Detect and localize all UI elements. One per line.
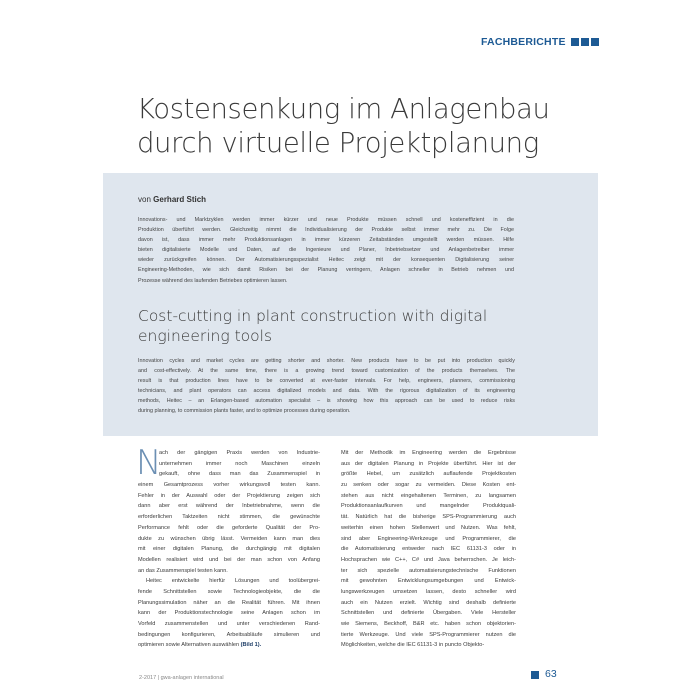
text-line: dukte zu wünschen übrig lässt. Vermeiden kann man dies [138,535,320,542]
text-line: Performance fehlt oder die geforderte Qualität der Pro- [138,524,320,531]
text-line: Fehler in der Auswahl oder der Projektierung zeigen sich [138,492,320,499]
text-line: optimieren sowie Alternativen auswählen (Bild 1). [138,642,262,649]
text-line: Produktionsanlaufkurven und mangelnder Produktquali- [341,503,516,510]
byline-prefix: von [138,195,151,204]
text-line: stehen aus nicht eingehaltenen Terminen, zu langsamen [341,492,516,499]
article-title-line: durch virtuelle Projektplanung [137,127,539,159]
text-line: zu senken oder sogar zu vermeiden. Diese Kosten ent- [341,482,516,489]
text-line: wie Siemens, Beckhoff, B&R etc. haben schon objektorien- [341,621,516,627]
text-line: wieder zurückgreifen können. Der Automatisierungsspezialist Heitec zeigt mit der konsequenten Digitalisierung seiner [138,257,514,264]
english-title-line: engineering tools [138,327,273,345]
text-line: dann aber erst während der Inbetriebnahme, wenn die [138,503,320,510]
text-line: gekauft, ohne dass man das Zusammenspiel in [159,471,320,478]
byline [138,195,206,204]
body-column-left [136,443,320,651]
footer-marker-icon [531,671,539,679]
text-line: ter sich spezielle automatisierungstechnische Funktionen [341,567,516,574]
text-line: technicians, and plant operators can access digitalized models and data. With the rigorous digitalization of its engineering [138,388,515,395]
english-title-line: Cost-cutting in plant construction with digital [138,307,488,325]
text-line: tierte Werkzeuge. Und viele SPS-Programmierer nutzen die [341,631,516,638]
text-line: fende Schnittstellen sowie Technologieobjekte, die die [138,588,320,595]
text-line: Modellen realisiert wird und bei der man schon von Anfang [138,556,320,563]
text-line: bedingungen konfigurieren, Arbeitsabläufe simulieren und [138,631,320,638]
article-title [137,92,637,160]
article-title-line: Kostensenkung im Anlagenbau [137,93,550,125]
text-line: Engineering-Methoden, wie sich damit Risiken bei der Planung verringern, Anlagen schneller in Betrieb nehmen und [138,267,514,274]
text-line: bieten digitalisierte Modelle und Daten, auf die Ingenieure und Planer, Inbetriebsetzer und Anlagenbetreiber immer [138,247,514,254]
text-line: methods, Heitec – an Erlangen-based automation specialist – is showing how this approach can be used to reduce risks [138,398,515,405]
text-line: Vorfeld zusammenstellen und unter verschiedenen Rand- [138,621,320,627]
text-line: ach der gängigen Praxis werden von Industrie- [159,450,320,456]
text-line: davon ist, dass immer mehr Produktionsanlagen in immer kürzeren Zeitabständen umgestellt werden müssen. Hilfe [138,237,514,244]
text-line: Innovations- und Marktzyklen werden immer kürzer und neue Produkte müssen schnell und kosteneffizient in die [138,217,514,223]
page-number: 63 [545,668,557,680]
text-line: weiterhin einen hohen Stellenwert und Nutzen. Was fehlt, [341,524,516,531]
text-line: Schnittstellen und definierte Übergaben. Viele Hersteller [341,610,516,617]
text-line: kann der Produktionstechnologie seine Anlagen schon im [138,610,320,617]
text-line: mit gewohnten Entwicklungsumgebungen und Entwick- [341,578,516,585]
text-line: lungswerkzeugen umsetzen lassen, desto schneller wird [341,588,516,595]
text-line: einem Gesamtprozess vorher wirkungsvoll testen kann. [138,482,320,489]
text-line: during planning, to commission plants faster, and to optimize processes during operation. [138,408,351,415]
text-line: and cost-effectively. At the same time, there is a growing trend toward customization of the products themselves. The [138,368,515,375]
english-title [138,306,538,346]
text-line: erforderlichen Taktzeiten nicht stimmen, die gewünschte [138,514,320,521]
abstract-english [138,356,515,417]
section-marker-icon [571,38,599,46]
text-line: Möglichkeiten, welche die IEC 61131-3 in puncto Objekto- [341,642,485,649]
figure-reference[interactable]: (Bild 1). [240,642,262,649]
text-line: result is that production lines have to be converted at ever-faster intervals. For help, engineers, planners, commissioning [138,378,515,385]
text-line: Produktion überführt werden. Gleichzeitig nimmt die Individualisierung der Produkte selbst immer mehr zu. Die Folge [138,227,514,234]
text-line: mit einer digitalen Planung, die durchgängig mit digitalen [138,546,320,553]
text-line: aus der digitalen Planung in Projekte überführt. Hier ist der [341,460,516,467]
drop-cap: N [136,443,162,483]
text-line: Prozesse während des laufenden Betriebes optimieren lassen. [138,277,288,284]
footer-issue: 2-2017 | gwa-anlagen international [139,675,224,681]
body-column-right [341,448,516,651]
section-label: FACHBERICHTE [481,36,566,48]
text-line: Heitec entwickelte hierfür Lösungen und toolübergrei- [146,578,320,585]
text-line: die Automatisierung entweder nach IEC 61131-3 oder in [341,546,516,553]
text-line: unternehmen immer noch Maschinen einzeln [159,460,320,467]
text-line: Mit der Methodik im Engineering werden die Ergebnisse [341,450,516,456]
text-line: tät. Natürlich hat die bisherige SPS-Programmierung auch [341,514,516,521]
text-line: Innovation cycles and market cycles are getting shorter and shorter. New products have to be put into production quickly [138,358,515,364]
abstract-german [138,215,514,286]
text-line: auch ein Nutzen erzielt. Wichtig sind deshalb definierte [341,599,516,606]
author-name: Gerhard Stich [153,195,207,204]
text-line: an das Zusammenspiel testen kann. [138,567,228,574]
text-line: Planungssimulation näher an die Realität führen. Mit ihnen [138,599,320,606]
text-line: Hochsprachen wie C++, C# und Java beherrschen. Je leich- [341,556,516,563]
text-line: sind aber Engineering-Werkzeuge und Programmierer, die [341,535,516,542]
text-line: größte Hebel, um zusätzlich auflaufende Projektkosten [341,471,516,478]
